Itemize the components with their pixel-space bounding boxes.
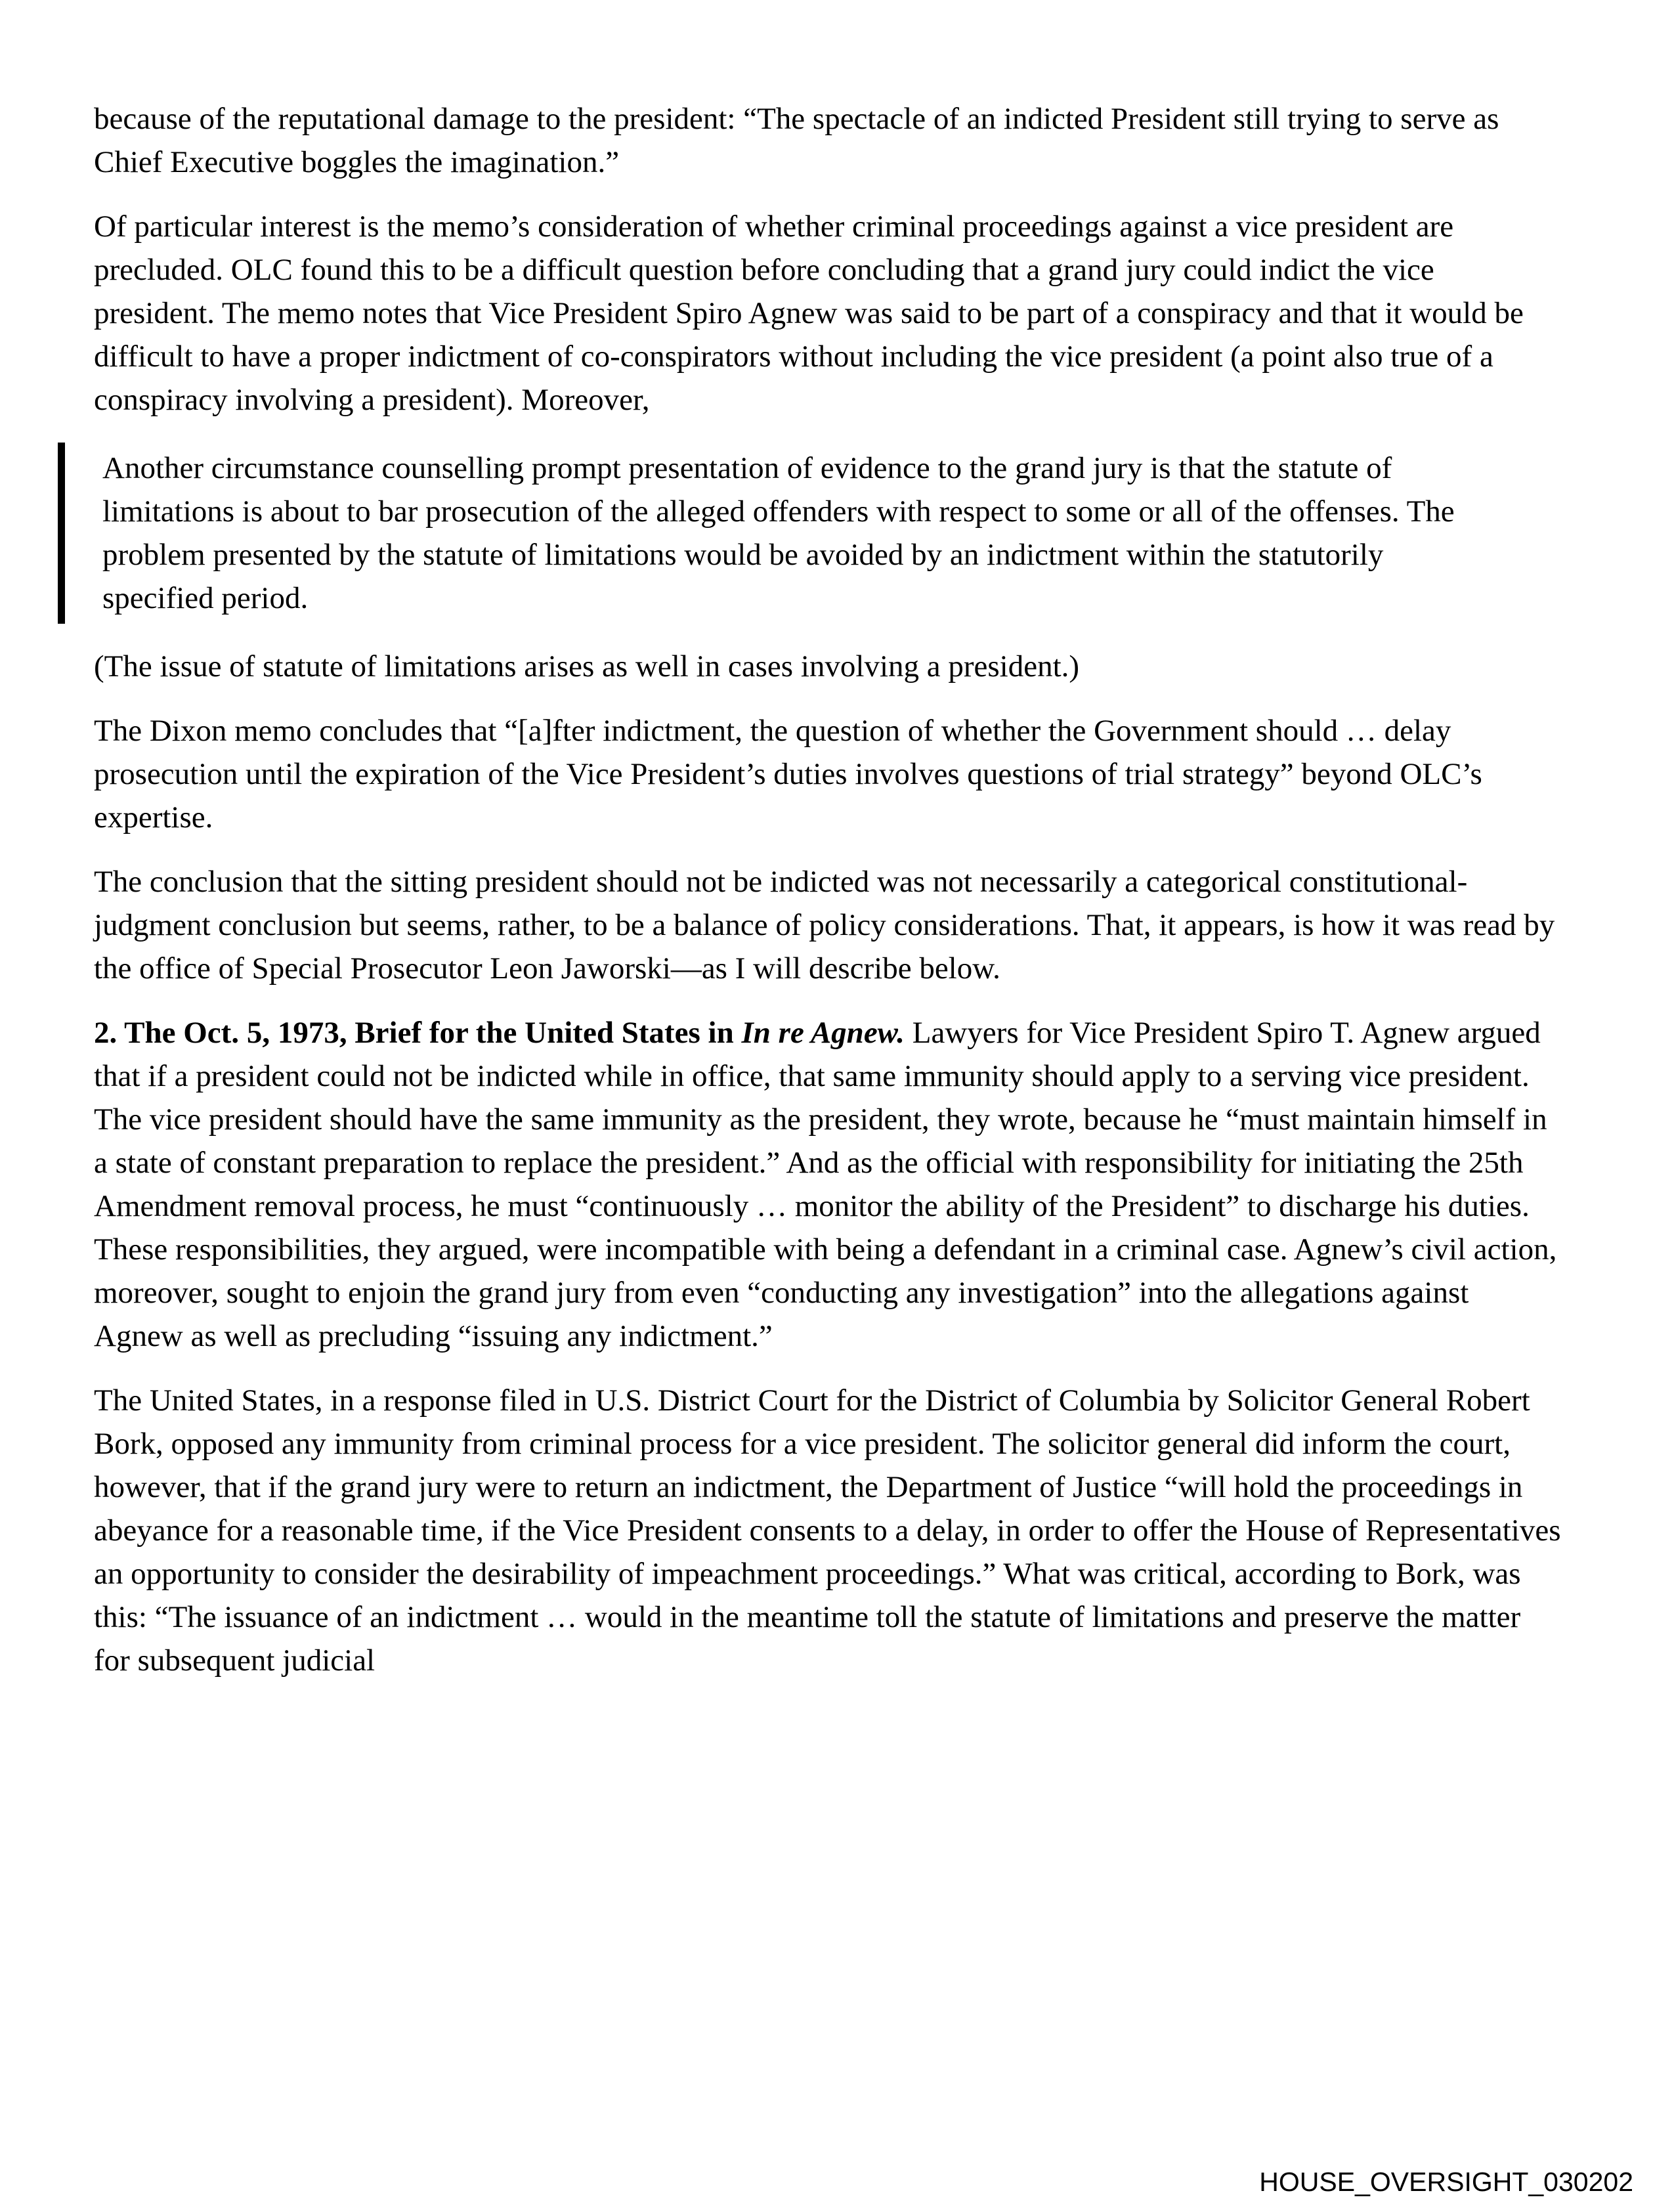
- bates-stamp: HOUSE_OVERSIGHT_030202: [1259, 2167, 1633, 2197]
- paragraph-dixon-memo-conclusion: The Dixon memo concludes that “[a]fter indictment, the question of whether the Government should … delay prosecution until the expiration of the Vice President’s duties involves questions of trial strategy” beyond OLC’s expertise.: [94, 714, 1482, 835]
- paragraph-memo-vice-president: Of particular interest is the memo’s consideration of whether criminal proceedings against a vice president are precluded. OLC found this to be a difficult question before concluding that a grand jury could indict the vice president. The memo notes that Vice President Spiro Agnew was said to be part of a conspiracy and that it would be difficult to have a proper indictment of co-conspirators without including the vice president (a point also true of a conspiracy involving a president). Moreover,: [94, 209, 1524, 417]
- case-name-wrapper: [742, 1016, 905, 1050]
- paragraph-reputational-damage: because of the reputational damage to the president: “The spectacle of an indicted President still trying to serve as Chief Executive boggles the imagination.”: [94, 102, 1499, 179]
- document-body: [94, 97, 1561, 1703]
- paragraph-policy-conclusion: The conclusion that the sitting president should not be indicted was not necessarily a categorical constitutional-judgment conclusion but seems, rather, to be a balance of policy considerations. That, it appears, is how it was read by the office of Special Prosecutor Leon Jaworski—as I will describe below.: [94, 865, 1555, 986]
- blockquote-statute-of-limitations: Another circumstance counselling prompt presentation of evidence to the grand jury is that the statute of limitations is about to bar prosecution of the alleged offenders with respect to some or all of the offenses. The problem presented by the statute of limitations would be avoided by an indictment within the statutorily specified period.: [58, 443, 1561, 624]
- paragraph-statute-parenthetical: (The issue of statute of limitations arises as well in cases involving a president.): [94, 649, 1080, 683]
- paragraph-us-response-bork: The United States, in a response filed in U.S. District Court for the District of Columbia by Solicitor General Robert Bork, opposed any immunity from criminal process for a vice president. The solicitor general did inform the court, however, that if the grand jury were to return an indictment, the Department of Justice “will hold the proceedings in abeyance for a reasonable time, if the Vice President consents to a delay, in order to offer the House of Representatives an opportunity to consider the desirability of impeachment proceedings.” What was critical, according to Bork, was this: “The issuance of an indictment … would in the meantime toll the statute of limitations and preserve the matter for subsequent judicial: [94, 1383, 1561, 1678]
- section-heading-bold-run: 2. The Oct. 5, 1973, Brief for the United States in: [94, 1016, 742, 1050]
- paragraph-agnew-brief-text: Lawyers for Vice President Spiro T. Agnew argued that if a president could not be indicted while in office, that same immunity should apply to a serving vice president. The vice president should have the same immunity as the president, they wrote, because he “must maintain himself in a state of constant preparation to replace the president.” And as the official with responsibility for initiating the 25th Amendment removal process, he must “continuously … monitor the ability of the President” to discharge his duties. These responsibilities, they argued, were incompatible with being a defendant in a criminal case. Agnew’s civil action, moreover, sought to enjoin the grand jury from even “conducting any investigation” into the allegations against Agnew as well as precluding “issuing any indictment.”: [94, 1016, 1557, 1353]
- paragraph-agnew-brief: [94, 1011, 1561, 1358]
- case-name-in-re-agnew: In re Agnew.: [741, 1016, 905, 1050]
